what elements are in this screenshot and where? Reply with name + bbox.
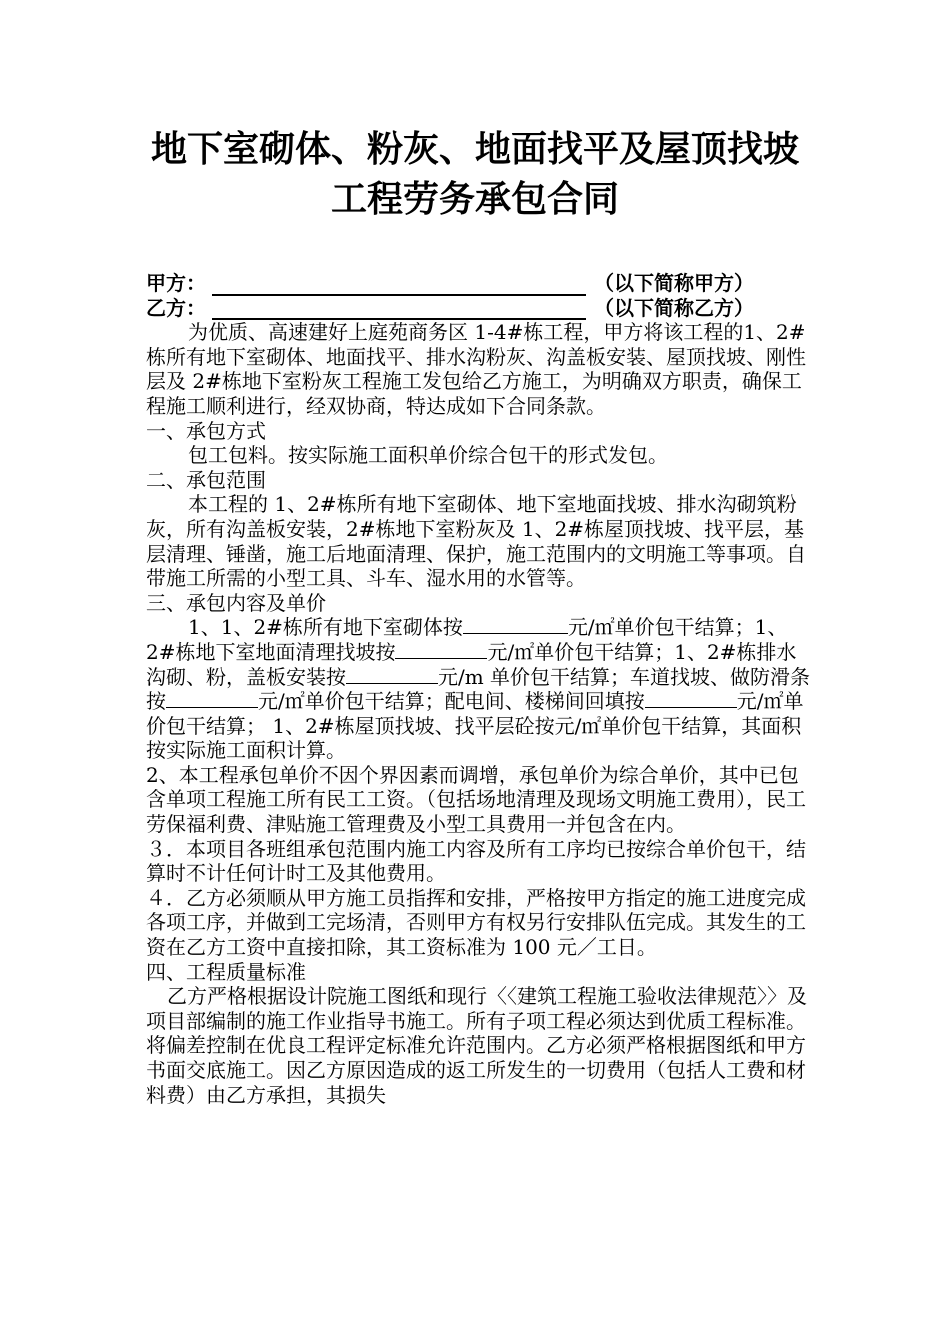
price-blank-drain: [346, 665, 438, 684]
section-3-item-4: ４．乙方必须顺从甲方施工员指挥和安排，严格按甲方指定的施工进度完成各项工序，并做到工完场清，否则甲方有权另行安排队伍完成。其发生的工资在乙方工资中直接扣除，其工资标准为 100 元／工日。: [146, 885, 806, 960]
section-4-heading: 四、工程质量标准: [146, 959, 306, 984]
document-title-line-1: 地下室砌体、粉灰、地面找平及屋顶找坡: [150, 129, 799, 170]
party-a-label: 甲方：: [146, 271, 206, 295]
party-b-line: [146, 296, 811, 321]
party-a-line: [146, 271, 811, 296]
section-4-text: 乙方严格根据设计院施工图纸和现行〈〈建筑工程施工验收法律规范〉〉及项目部编制的施工作业指导书施工。所有子项工程必须达到优质工程标准。将偏差控制在优良工程评定标准允许范围内。乙方必须严格根据图纸和甲方书面交底施工。因乙方原因造成的返工所发生的一切费用（包括人工费和材料费）由乙方承担，其损失: [146, 984, 807, 1107]
section-3-heading: 三、承包内容及单价: [146, 590, 326, 615]
section-3-item-3: ３．本项目各班组承包范围内施工内容及所有工序均已按综合单价包干，结算时不计任何计时工及其他费用。: [146, 836, 806, 886]
unit-price-text-5: 元/㎡单价包干结算；配电间、楼梯间回填按: [258, 689, 645, 714]
document-title-line-2: 工程劳务承包合同: [330, 179, 619, 220]
party-b-label: 乙方：: [146, 295, 206, 320]
section-1-text: 包工包料。按实际施工面积单价综合包干的形式发包。: [188, 443, 668, 468]
unit-price-text-2: 元/㎡单价包干结算；1、2#栋地下室地面清理找坡按: [146, 615, 788, 664]
section-3-item-2: 2、本工程承包单价不因个界因素而调增，承包单价为综合单价，其中已包含单项工程施工所有民工工资。（包括场地清理及现场文明施工费用），民工劳保福利费、津贴施工管理费及小型工具费用一并包含在内。: [146, 762, 806, 837]
section-3-unit-prices: [146, 615, 811, 763]
unit-price-text-4: 元/m 单价包干结算；车道找坡、做防滑条按: [146, 664, 811, 714]
party-a-name-blank: [212, 276, 586, 296]
section-2-text: 本工程的 1、2#栋所有地下室砌体、地下室地面找坡、排水沟砌筑粉灰，所有沟盖板安装，2#栋地下室粉灰及 1、2#栋屋顶找坡、找平层，基层清理、锤凿，施工后地面清理、保护，施工范围内的文明施工等事项。自带施工所需的小型工具、斗车、湿水用的水管等。: [146, 492, 806, 591]
unit-price-text-1: 1、1、2#栋所有地下室砌体按: [188, 615, 463, 640]
unit-price-text-3: 元/㎡单价包干结算；1、2#栋排水沟砌、粉，盖板安装按: [146, 639, 797, 689]
price-blank-floor-slope: [395, 640, 487, 659]
party-a-suffix: （以下简称甲方）: [594, 271, 754, 295]
party-b-suffix: （以下简称乙方）: [594, 295, 754, 320]
price-blank-ramp: [166, 689, 258, 708]
intro-paragraph: 为优质、高速建好上庭苑商务区 1-4#栋工程，甲方将该工程的1、2#栋所有地下室砌体、地面找平、排水沟粉灰、沟盖板安装、屋顶找坡、刚性层及 2#栋地下室粉灰工程施工发包给乙方施工，为明确双方职责，确保工程施工顺利进行，经双协商，特达成如下合同条款。: [146, 320, 806, 418]
price-blank-masonry: [463, 615, 568, 634]
contract-body: [146, 271, 811, 1107]
section-1-heading: 一、承包方式: [146, 418, 266, 443]
unit-price-text-6: 元/㎡单价包干结算； 1、2#栋屋顶找坡、找平层砼按元/㎡单价包干结算，其面积按实际施工面积计算。: [146, 689, 804, 763]
price-blank-backfill: [645, 689, 737, 708]
section-2-heading: 二、承包范围: [146, 467, 266, 492]
party-b-name-blank: [212, 300, 586, 320]
